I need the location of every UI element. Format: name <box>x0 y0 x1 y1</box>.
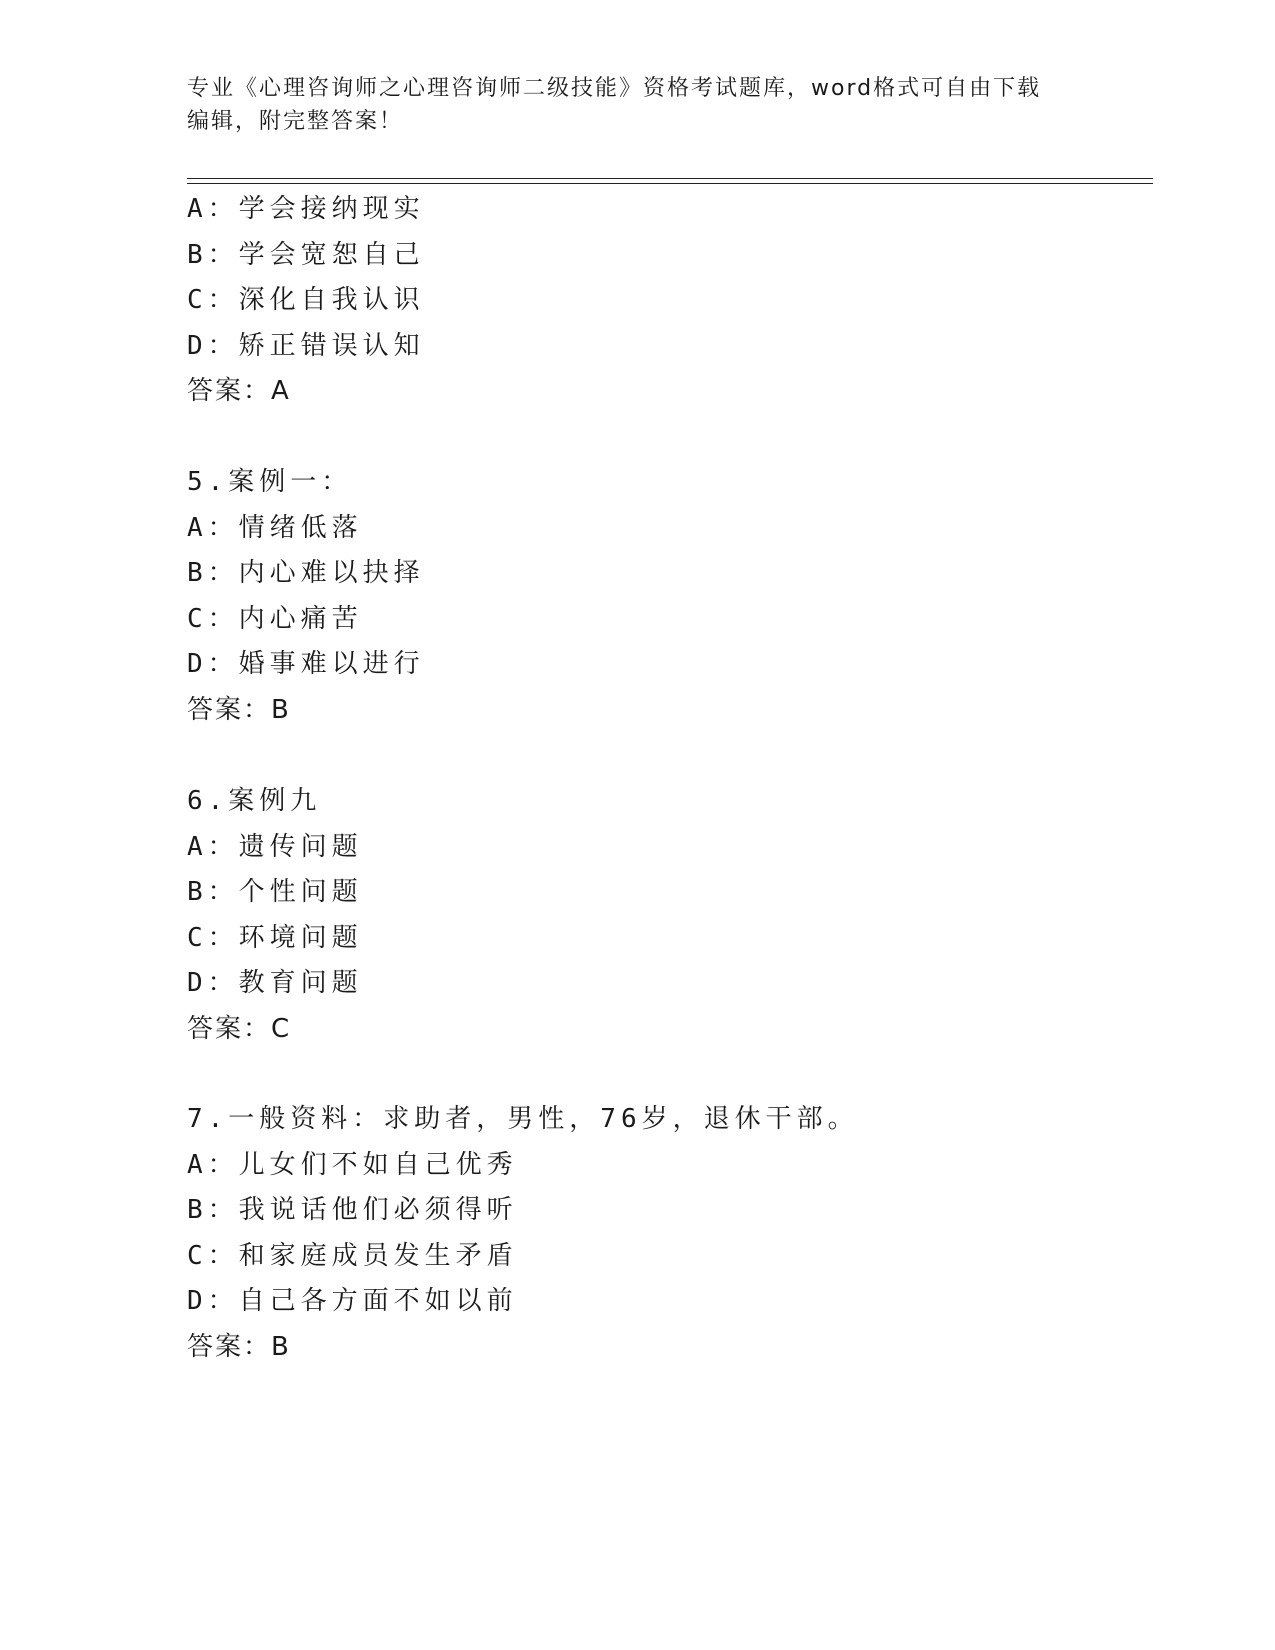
header-line-2: 编辑，附完整答案！ <box>187 109 404 134</box>
question-text: 5.案例一： <box>187 467 353 497</box>
option-d: D：矫正错误认知 <box>187 330 425 361</box>
question-block-4 <box>187 187 425 415</box>
question-block-6 <box>187 779 363 1052</box>
option-b: B：学会宽恕自己 <box>187 239 425 270</box>
answer-text: 答案：A <box>187 376 291 406</box>
option-b: B：个性问题 <box>187 877 363 907</box>
question-text: 7.一般资料：求助者，男性，76岁，退休干部。 <box>187 1104 859 1134</box>
option-a: A：情绪低落 <box>187 512 363 543</box>
option-d: D：教育问题 <box>187 968 363 998</box>
option-d: D：婚事难以进行 <box>187 649 425 679</box>
option-c: C：环境问题 <box>187 922 363 953</box>
option-b: B：内心难以抉择 <box>187 558 425 588</box>
option-c: C：深化自我认识 <box>187 285 425 315</box>
question-block-7 <box>187 1097 859 1370</box>
option-d: D：自己各方面不如以前 <box>187 1286 518 1316</box>
header-line-1: 专业《心理咨询师之心理咨询师二级技能》资格考试题库，word格式可自由下载 <box>187 76 1042 101</box>
option-a: A：儿女们不如自己优秀 <box>187 1149 518 1180</box>
option-a: A：学会接纳现实 <box>187 194 425 224</box>
document-header <box>187 72 1087 138</box>
option-c: C：内心痛苦 <box>187 603 363 634</box>
option-a: A：遗传问题 <box>187 831 363 862</box>
option-c: C：和家庭成员发生矛盾 <box>187 1240 518 1271</box>
answer-text: 答案：C <box>187 1013 292 1044</box>
answer-text: 答案：B <box>187 694 291 725</box>
question-block-5 <box>187 460 425 733</box>
answer-text: 答案：B <box>187 1331 291 1362</box>
option-b: B：我说话他们必须得听 <box>187 1195 518 1225</box>
header-divider-bottom <box>187 183 1153 184</box>
header-divider-top <box>187 178 1153 179</box>
question-text: 6.案例九 <box>187 786 322 816</box>
